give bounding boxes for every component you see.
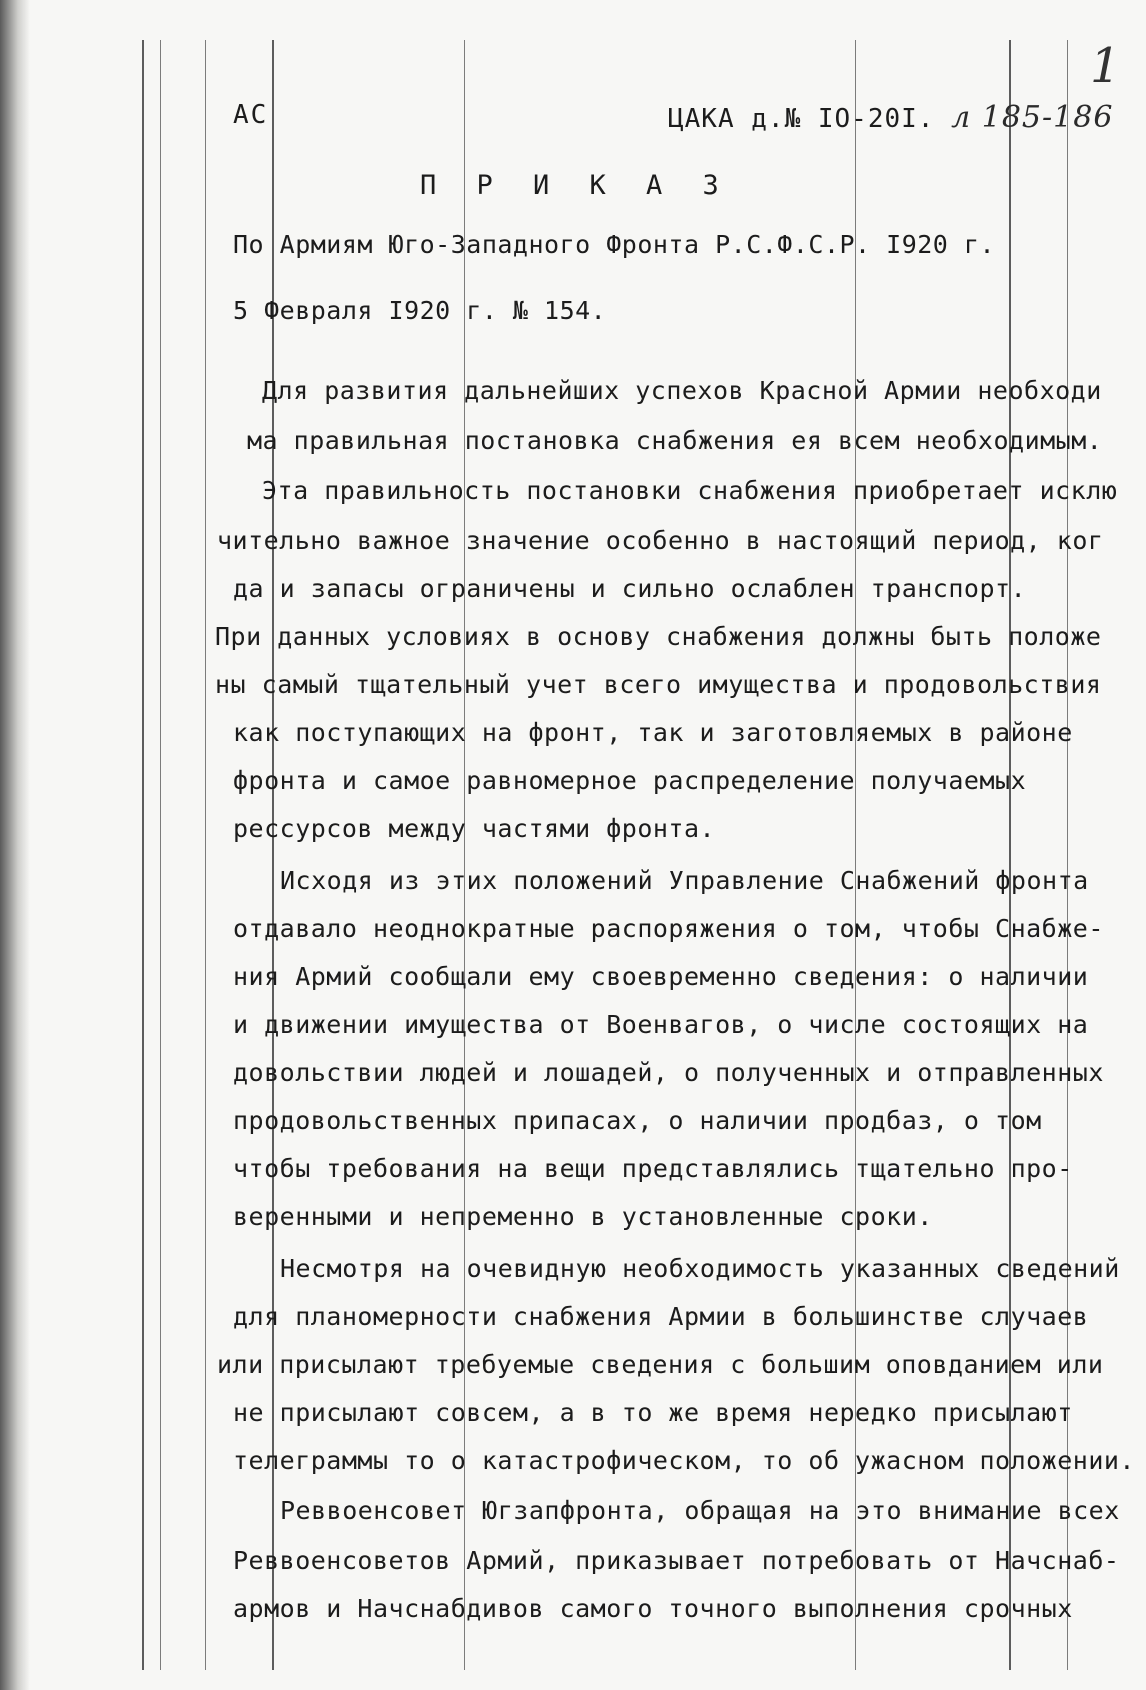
document-code: АС <box>233 100 269 130</box>
document-date-number: 5 Февраля I920 г. № 154. <box>233 296 607 325</box>
body-line: не присылают совсем, а в то же время нередко присылают <box>233 1398 1073 1427</box>
ruling-line <box>142 40 144 1670</box>
body-line: ния Армий сообщали ему своевременно сведения: о наличии <box>233 962 1089 991</box>
body-line: Несмотря на очевидную необходимость указанных сведений <box>280 1254 1120 1283</box>
body-line: Реввоенсоветов Армий, приказывает потребовать от Начснаб- <box>233 1546 1120 1575</box>
body-line: да и запасы ограничены и сильно ослаблен транспорт. <box>233 574 1027 603</box>
body-line: и движении имущества от Военвагов, о числе состоящих на <box>233 1010 1089 1039</box>
archive-reference <box>668 100 1113 135</box>
scan-edge-shadow <box>0 0 30 1690</box>
body-line: рессурсов между частями фронта. <box>233 814 716 843</box>
body-line: ма правильная постановка снабжения ея всем необходимым. <box>247 426 1103 455</box>
body-line: или присылают требуемые сведения с большим оповданием или <box>217 1350 1104 1379</box>
handwritten-sheet-number: 1 <box>1090 38 1121 94</box>
body-line: как поступающих на фронт, так и заготовляемых в районе <box>233 718 1073 747</box>
body-line: Эта правильность постановки снабжения приобретает исклю <box>262 476 1118 505</box>
body-line: Реввоенсовет Югзапфронта, обращая на это внимание всех <box>280 1496 1120 1525</box>
body-line: телеграммы то о катастрофическом, то об ужасном положении. <box>233 1446 1135 1475</box>
body-line: При данных условиях в основу снабжения должны быть положе <box>215 622 1102 651</box>
body-line: армов и Начснабдивов самого точного выполнения срочных <box>233 1594 1073 1623</box>
body-line: фронта и самое равномерное распределение получаемых <box>233 766 1027 795</box>
ruling-line <box>205 40 206 1670</box>
body-line: ны самый тщательный учет всего имущества и продовольствия <box>215 670 1102 699</box>
archive-ref-text: ЦАКА д.№ IO-20I. <box>668 104 935 134</box>
body-line: чительно важное значение особенно в настоящий период, ког <box>217 526 1104 555</box>
document-title: П Р И К А З <box>420 170 731 201</box>
body-line: отдавало неоднократные распоряжения о том, чтобы Снабже- <box>233 914 1104 943</box>
body-line: чтобы требования на вещи представлялись тщательно про- <box>233 1154 1073 1183</box>
body-line: Для развития дальнейших успехов Красной Армии необходи <box>262 376 1102 405</box>
document-subtitle: По Армиям Юго-Западного Фронта Р.С.Ф.С.Р. I920 г. <box>233 230 996 259</box>
body-line: Исходя из этих положений Управление Снабжений фронта <box>280 866 1089 895</box>
body-line: продовольственных припасах, о наличии продбаз, о том <box>233 1106 1042 1135</box>
body-line: довольствии людей и лошадей, о полученных и отправленных <box>233 1058 1104 1087</box>
body-line: для планомерности снабжения Армии в большинстве случаев <box>233 1302 1089 1331</box>
body-line: веренными и непременно в установленные сроки. <box>233 1202 933 1231</box>
handwritten-page-numbers: л 185-186 <box>951 100 1114 135</box>
ruling-line <box>160 40 161 1670</box>
